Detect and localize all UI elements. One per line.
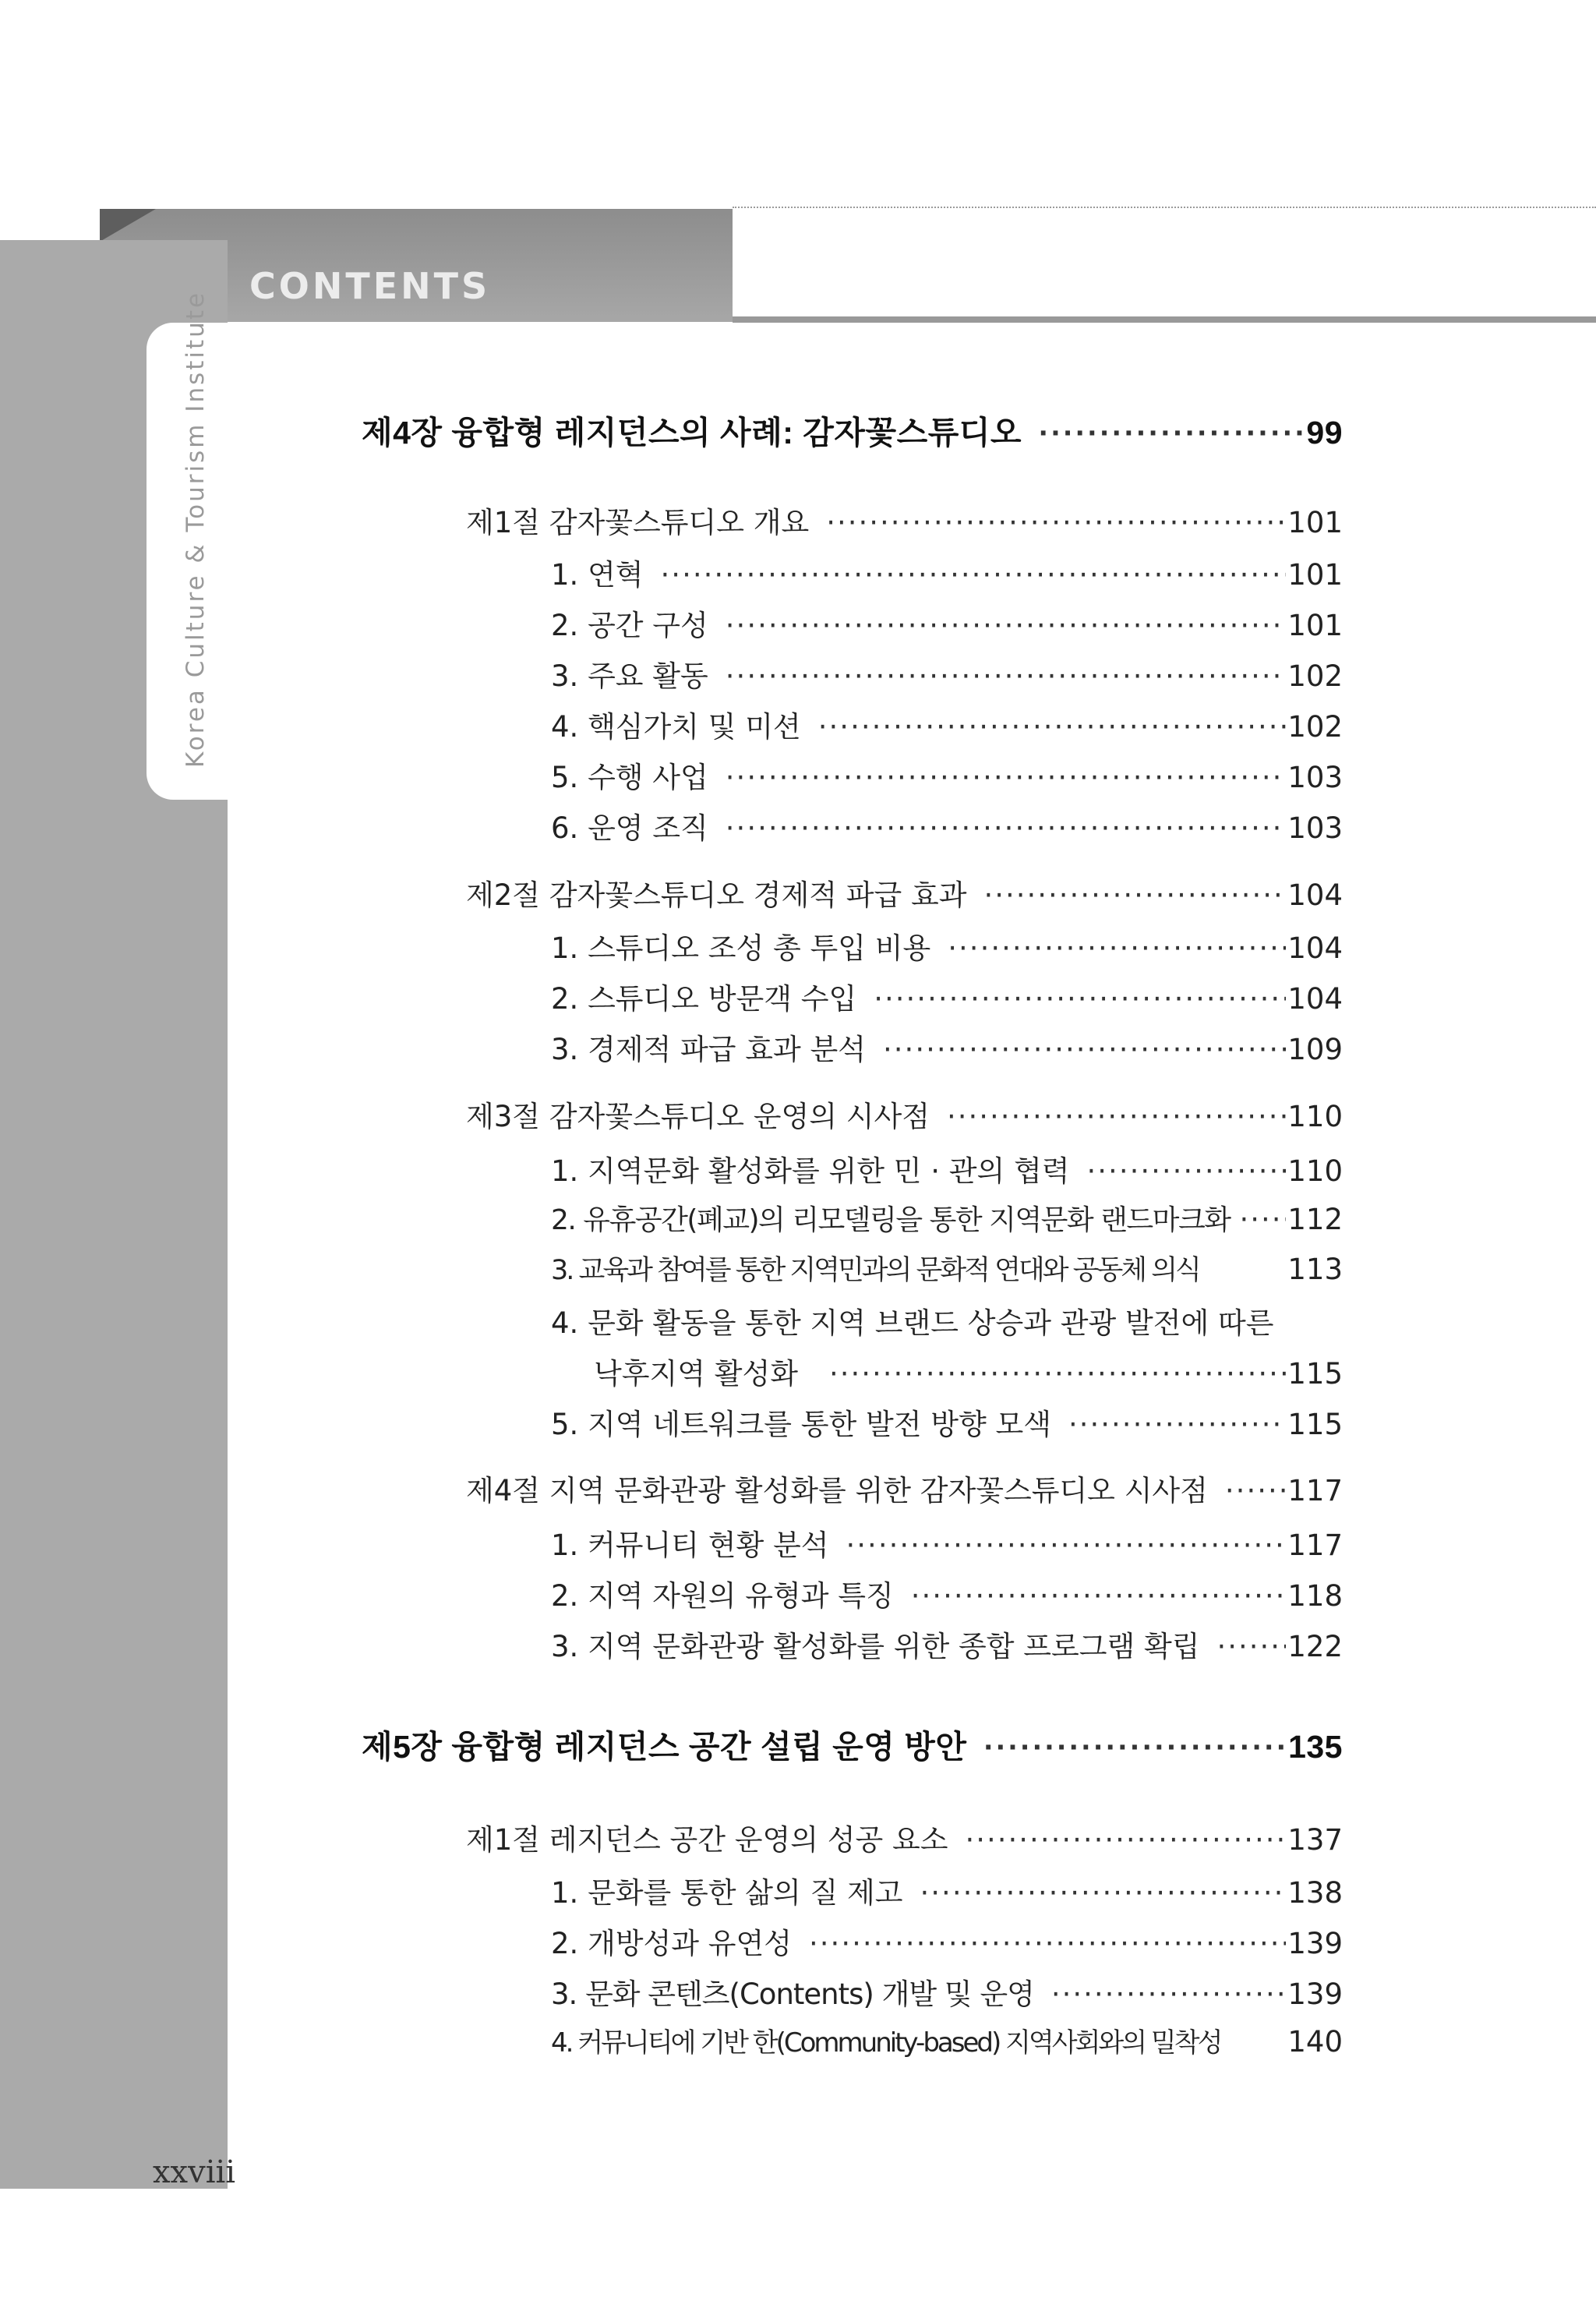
toc-item[interactable] <box>551 1869 1343 1911</box>
leader-dots <box>1087 1154 1287 1188</box>
toc-item[interactable] <box>551 1521 1343 1564</box>
leader-dots <box>874 982 1286 1016</box>
toc-label: 4. 핵심가치 및 미션 <box>551 710 801 744</box>
toc-label: 6. 운영 조직 <box>551 811 708 845</box>
leader-dots <box>965 1823 1286 1857</box>
toc-item[interactable] <box>551 2021 1343 2059</box>
toc-page: 110 <box>1287 1154 1343 1188</box>
leader-dots <box>846 1529 1287 1562</box>
leader-dots <box>1068 1408 1286 1441</box>
toc-page: 139 <box>1287 1927 1343 1960</box>
toc-label: 5. 수행 사업 <box>551 761 708 794</box>
leader-dots <box>983 878 1286 912</box>
toc-chapter-5[interactable] <box>362 1721 1343 1767</box>
leader-dots <box>826 506 1286 539</box>
toc-item[interactable] <box>551 1623 1343 1665</box>
toc-page: 137 <box>1287 1823 1343 1857</box>
toc-item[interactable] <box>551 1401 1343 1443</box>
toc-page: 138 <box>1287 1876 1343 1910</box>
toc-label: 제2절 감자꽃스튜디오 경제적 파급 효과 <box>466 878 967 912</box>
toc-section[interactable] <box>466 871 1343 914</box>
leader-dots <box>983 1729 1287 1765</box>
toc-label: 4. 커뮤니티에 기반 한(Community-based) 지역사회와의 밀착성 <box>551 2027 1221 2059</box>
toc-item[interactable] <box>551 975 1343 1017</box>
toc-item-line1: 4. 문화 활동을 통한 지역 브랜드 상승과 관광 발전에 따른 <box>551 1306 1274 1340</box>
leader-dots <box>809 1927 1286 1960</box>
toc-section[interactable] <box>466 1093 1343 1135</box>
toc-item[interactable] <box>551 602 1343 644</box>
toc-item[interactable] <box>551 551 1343 593</box>
leader-dots <box>1240 1203 1287 1236</box>
toc-section[interactable] <box>466 1816 1343 1858</box>
toc-page: 103 <box>1287 811 1343 845</box>
leader-dots <box>726 659 1287 693</box>
leader-dots <box>726 609 1287 642</box>
toc-page: 103 <box>1287 761 1343 794</box>
leader-dots <box>1225 1474 1286 1507</box>
toc-page: 102 <box>1287 659 1343 693</box>
leader-dots <box>726 761 1287 794</box>
toc-page: 110 <box>1287 1100 1343 1133</box>
toc-item[interactable] <box>551 652 1343 694</box>
toc-page: 102 <box>1287 710 1343 744</box>
leader-dots <box>818 710 1287 744</box>
toc-label: 3. 지역 문화관광 활성화를 위한 종합 프로그램 확립 <box>551 1630 1200 1663</box>
toc-section[interactable] <box>466 1467 1343 1509</box>
toc-label: 2. 스튜디오 방문객 수입 <box>551 982 857 1016</box>
leader-dots <box>948 931 1286 965</box>
toc-label: 1. 커뮤니티 현황 분석 <box>551 1529 829 1562</box>
leader-dots <box>883 1033 1286 1066</box>
toc-item[interactable] <box>551 1249 1343 1288</box>
leader-dots <box>1051 1977 1287 2011</box>
toc-item[interactable] <box>594 1350 1343 1392</box>
toc-item[interactable] <box>551 1026 1343 1068</box>
toc-section[interactable] <box>466 499 1343 541</box>
toc-label: 제3절 감자꽃스튜디오 운영의 시사점 <box>466 1100 930 1133</box>
toc-page: 109 <box>1287 1033 1343 1066</box>
toc-label: 제4절 지역 문화관광 활성화를 위한 감자꽃스튜디오 시사점 <box>466 1474 1208 1507</box>
toc-page: 122 <box>1287 1630 1343 1663</box>
toc-page: 104 <box>1287 878 1343 912</box>
toc-label: 3. 교육과 참여를 통한 지역민과의 문화적 연대와 공동체 의식 <box>551 1255 1199 1286</box>
sidebar-institute-name: Korea Culture & Tourism Institute <box>182 290 210 768</box>
leader-dots <box>829 1357 1286 1391</box>
toc-item[interactable] <box>551 804 1343 846</box>
toc-page: 104 <box>1287 931 1343 965</box>
toc-page: 118 <box>1287 1579 1343 1613</box>
toc-page: 99 <box>1306 415 1343 451</box>
toc-page: 115 <box>1287 1408 1343 1441</box>
toc-page: 117 <box>1287 1529 1343 1562</box>
toc-label: 제1절 감자꽃스튜디오 개요 <box>466 506 810 539</box>
toc-page: 135 <box>1288 1729 1343 1765</box>
toc-page: 139 <box>1287 1977 1343 2011</box>
leader-dots <box>911 1579 1287 1613</box>
toc-label: 2. 공간 구성 <box>551 609 708 642</box>
toc-page: 104 <box>1287 982 1343 1016</box>
toc-page: 101 <box>1287 506 1343 539</box>
toc-page: 117 <box>1287 1474 1343 1507</box>
leader-dots <box>947 1100 1286 1133</box>
toc-page: 113 <box>1287 1253 1343 1286</box>
toc-page: 101 <box>1287 558 1343 592</box>
toc-label: 제4장 융합형 레지던스의 사례: 감자꽃스튜디오 <box>362 415 1022 451</box>
toc-label: 제5장 융합형 레지던스 공간 설립 운영 방안 <box>362 1729 967 1765</box>
toc-item[interactable] <box>551 1147 1343 1189</box>
toc-page: 115 <box>1287 1357 1343 1391</box>
leader-dots <box>726 811 1287 845</box>
leader-dots <box>1039 415 1305 451</box>
leader-dots <box>661 558 1287 592</box>
toc-item[interactable] <box>551 1572 1343 1614</box>
leader-dots <box>920 1876 1287 1910</box>
page-number: xxviii <box>153 2154 236 2190</box>
contents-title: CONTENTS <box>249 265 491 307</box>
toc-label: 2. 개방성과 유연성 <box>551 1927 793 1960</box>
toc-label: 2. 지역 자원의 유형과 특징 <box>551 1579 894 1613</box>
toc-label: 3. 문화 콘텐츠(Contents) 개발 및 운영 <box>551 1977 1034 2011</box>
toc-page: 101 <box>1287 609 1343 642</box>
toc-item[interactable] <box>551 754 1343 796</box>
toc-item[interactable] <box>551 924 1343 967</box>
toc-label: 1. 스튜디오 조성 총 투입 비용 <box>551 931 931 965</box>
toc-label: 2. 유휴공간(폐교)의 리모델링을 통한 지역문화 랜드마크화 <box>551 1204 1231 1236</box>
toc-item[interactable] <box>551 1920 1343 1962</box>
toc-page: 140 <box>1287 2025 1343 2059</box>
leader-dots <box>1216 1630 1286 1663</box>
toc-item[interactable] <box>551 1198 1343 1238</box>
toc-label: 5. 지역 네트워크를 통한 발전 방향 모색 <box>551 1408 1051 1441</box>
toc-label: 1. 문화를 통한 삶의 질 제고 <box>551 1876 903 1910</box>
toc-chapter-4[interactable] <box>362 407 1343 453</box>
toc-label: 3. 경제적 파급 효과 분석 <box>551 1033 867 1066</box>
toc-item[interactable] <box>551 703 1343 745</box>
toc-label: 1. 지역문화 활성화를 위한 민 · 관의 협력 <box>551 1154 1070 1188</box>
toc-label: 1. 연혁 <box>551 558 644 592</box>
toc-label: 제1절 레지던스 공간 운영의 성공 요소 <box>466 1823 948 1857</box>
toc-label: 3. 주요 활동 <box>551 659 708 693</box>
toc-item[interactable] <box>551 1970 1343 2013</box>
toc-page: 112 <box>1287 1203 1343 1236</box>
toc-label: 낙후지역 활성화 <box>594 1357 798 1391</box>
